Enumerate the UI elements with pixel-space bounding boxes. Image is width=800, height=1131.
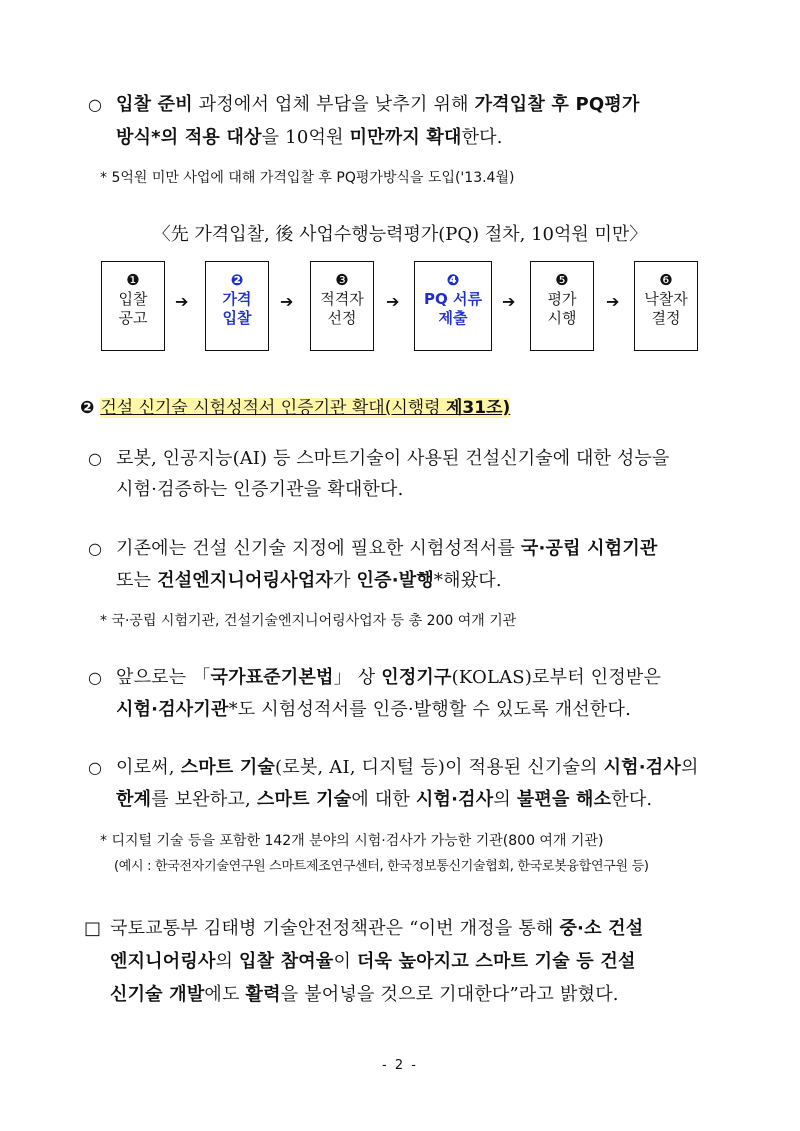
section-title xyxy=(100,398,510,418)
step-label: 평가 xyxy=(547,290,577,308)
text: 에 대한 xyxy=(351,789,416,810)
bullet-circle: ○ xyxy=(88,449,102,468)
text-bold: 인정기구 xyxy=(381,667,452,688)
text-bold: 한계 xyxy=(116,789,152,810)
text-bold: 불편을 해소 xyxy=(516,789,612,810)
p1-line1: 로봇, 인공지능(AI) 등 스마트기술이 사용된 건설신기술에 대한 성능을 xyxy=(116,448,670,469)
bullet-circle: ○ xyxy=(88,539,102,558)
text-bold: 더욱 높아지고 스마트 기술 등 건설 xyxy=(356,951,636,972)
text: 를 보완하고, xyxy=(151,789,257,810)
step-number: ❶ xyxy=(126,271,140,289)
closing-line2 xyxy=(110,949,636,975)
text: 가 xyxy=(333,570,357,591)
text: 기존에는 건설 신기술 지정에 필요한 시험성적서를 xyxy=(116,538,521,559)
text-bold: 방식*의 적용 대상 xyxy=(116,127,262,148)
step-label: 적격자 xyxy=(320,290,364,308)
text-bold: 건설엔지니어링사업자 xyxy=(157,570,333,591)
arrow-right-icon: ➔ xyxy=(606,292,620,311)
bullet-circle: ○ xyxy=(88,668,102,687)
p2-line1 xyxy=(116,536,658,562)
text-bold: 시험·검사 xyxy=(603,757,681,778)
step-label: 선정 xyxy=(327,309,357,327)
text: 의 xyxy=(493,789,517,810)
section-heading xyxy=(80,396,510,420)
text-bold: 엔지니어링사 xyxy=(110,951,216,972)
text: 에도 xyxy=(204,984,246,1005)
flow-step-1 xyxy=(101,261,165,351)
arrow-right-icon: ➔ xyxy=(386,292,400,311)
p4-line2 xyxy=(116,787,652,813)
page-number: - 2 - xyxy=(382,1058,418,1073)
bullet-circle: ○ xyxy=(88,95,102,114)
text: 한다. xyxy=(611,789,653,810)
text-bold: 국가표준기본법 xyxy=(210,667,334,688)
arrow-right-icon: ➔ xyxy=(502,292,516,311)
text: *해왔다. xyxy=(433,570,502,591)
text: 을 10억원 xyxy=(261,127,350,148)
section-number: ❷ xyxy=(80,398,95,418)
step-label: 공고 xyxy=(118,309,148,327)
flow-step-6 xyxy=(634,261,698,351)
flow-step-3 xyxy=(310,261,374,351)
step-label: 시행 xyxy=(547,309,577,327)
text-bold: 중·소 건설 xyxy=(559,918,644,939)
step-label: 제출 xyxy=(438,309,468,327)
step-number: ❸ xyxy=(335,271,349,289)
flow-step-2 xyxy=(205,261,269,351)
text-bold: 스마트 기술 xyxy=(180,757,276,778)
text: 이 xyxy=(333,951,357,972)
text: 의 xyxy=(215,951,240,972)
text: 건설 신기술 시험성적서 인증기관 확대(시행령 xyxy=(100,398,446,418)
s1-line1 xyxy=(116,92,640,118)
text: 한다. xyxy=(461,127,503,148)
text-bold: 스마트 기술 xyxy=(256,789,352,810)
text: 앞으로는 「 xyxy=(116,667,211,688)
p4-footnote-1: * 디지털 기술 등을 포함한 142개 분야의 시험·검사가 가능한 기관(800 여개 기관) xyxy=(100,833,604,849)
text-bold: 제31조) xyxy=(446,398,511,418)
p4-line1 xyxy=(116,755,699,781)
closing-line3 xyxy=(110,982,619,1008)
text-bold: 입찰 준비 xyxy=(116,94,193,115)
p4-footnote-2: (예시 : 한국전자기술연구원 스마트제조연구센터, 한국정보통신기술협회, 한국로봇융합연구원 등) xyxy=(114,859,649,874)
text-bold: 가격입찰 후 PQ평가 xyxy=(474,94,640,115)
text-bold: 입찰 참여율 xyxy=(239,951,334,972)
step-label: 가격 xyxy=(222,290,252,308)
text-bold: 시험·검사 xyxy=(415,789,494,810)
p3-line2 xyxy=(116,697,631,723)
bullet-circle: ○ xyxy=(88,758,102,777)
text-bold: 활력 xyxy=(245,984,281,1005)
flow-step-5 xyxy=(530,261,594,351)
flow-title: 〈先 가격입찰, 後 사업수행능력평가(PQ) 절차, 10억원 미만〉 xyxy=(152,224,648,245)
p1-line2: 시험·검증하는 인증기관을 확대한다. xyxy=(116,479,404,500)
text: 국토교통부 김태병 기술안전정책관은 “이번 개정을 통해 xyxy=(110,918,560,939)
text-bold: 시험·검사기관 xyxy=(116,699,229,720)
step-number: ❺ xyxy=(555,271,569,289)
p3-line1 xyxy=(116,665,661,691)
step-number: ❻ xyxy=(659,271,673,289)
text: 또는 xyxy=(116,570,158,591)
text: 과정에서 업체 부담을 낮추기 위해 xyxy=(192,94,475,115)
text-bold: 신기술 개발 xyxy=(110,984,205,1005)
step-label: 낙찰자 xyxy=(644,290,688,308)
step-label: 입찰 xyxy=(222,309,252,327)
text: 」 상 xyxy=(333,667,382,688)
flow-step-4 xyxy=(414,261,492,351)
square-bullet-icon: □ xyxy=(84,918,102,939)
p2-line2 xyxy=(116,568,502,594)
s1-line2 xyxy=(116,125,503,151)
text: 이로써, xyxy=(116,757,181,778)
step-number: ❷ xyxy=(230,271,244,289)
text-bold: 국·공립 시험기관 xyxy=(520,538,658,559)
text-bold: 미만까지 확대 xyxy=(349,127,462,148)
step-label: 결정 xyxy=(651,309,681,327)
arrow-right-icon: ➔ xyxy=(280,292,294,311)
step-label: PQ 서류 xyxy=(424,290,482,308)
text: (로봇, AI, 디지털 등)이 적용된 신기술의 xyxy=(275,757,604,778)
step-label: 입찰 xyxy=(118,290,148,308)
text: 의 xyxy=(680,757,699,778)
arrow-right-icon: ➔ xyxy=(175,292,189,311)
step-number: ❹ xyxy=(446,271,460,289)
text: 을 불어넣을 것으로 기대한다”라고 밝혔다. xyxy=(280,984,619,1005)
closing-line1 xyxy=(110,916,643,942)
text-bold: 인증·발행 xyxy=(356,570,434,591)
p2-footnote: * 국·공립 시험기관, 건설기술엔지니어링사업자 등 총 200 여개 기관 xyxy=(100,613,517,629)
text: (KOLAS)로부터 인정받은 xyxy=(451,667,662,688)
text: *도 시험성적서를 인증·발행할 수 있도록 개선한다. xyxy=(228,699,631,720)
s1-footnote: * 5억원 미만 사업에 대해 가격입찰 후 PQ평가방식을 도입('13.4월) xyxy=(100,170,515,186)
